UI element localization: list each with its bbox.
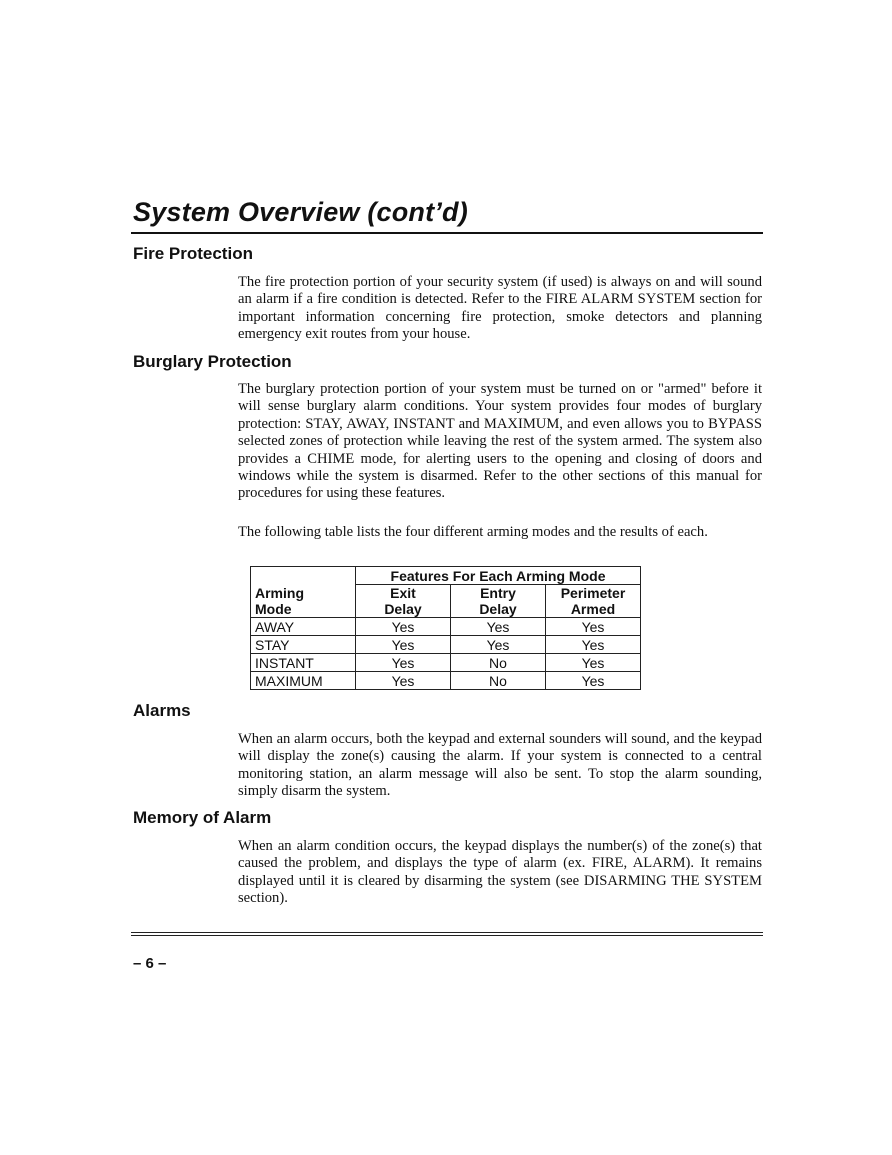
heading-fire-protection: Fire Protection — [133, 244, 253, 263]
row-mode-away: AWAY — [251, 618, 356, 636]
table-row — [251, 618, 641, 636]
perimeter-armed-header-line2: Armed — [570, 601, 616, 617]
page-number: – 6 – — [133, 955, 167, 972]
table-cell: Yes — [546, 654, 641, 672]
perimeter-armed-header-line1: Perimeter — [560, 585, 626, 601]
table-cell: No — [451, 672, 546, 690]
entry-delay-header-line1: Entry — [480, 585, 516, 601]
row-mode-instant: INSTANT — [251, 654, 356, 672]
exit-delay-header — [356, 585, 451, 618]
page-title: System Overview (cont’d) — [133, 197, 468, 227]
table-row — [251, 636, 641, 654]
arming-modes-table — [250, 566, 641, 690]
table-cell: Yes — [356, 618, 451, 636]
memory-of-alarm-paragraph: When an alarm condition occurs, the keypad displays the number(s) of the zone(s) that caused the problem, and displays the type of alarm (ex. FIRE, ALARM). It remains displayed until it is cleared by disarming the system (see DISARMING THE SYSTEM section). — [238, 838, 762, 907]
alarms-paragraph: When an alarm occurs, both the keypad and external sounders will sound, and the keypad will display the zone(s) causing the alarm. If your system is connected to a central monitoring station, an alarm message will also be sent. To stop the alarm sounding, simply disarm the system. — [238, 731, 762, 800]
table-cell: Yes — [451, 636, 546, 654]
table-cell: No — [451, 654, 546, 672]
mode-header-line1: Arming — [255, 584, 304, 601]
fire-protection-paragraph: The fire protection portion of your security system (if used) is always on and will sound an alarm if a fire condition is detected. Refer to the FIRE ALARM SYSTEM section for important information concerning fire protection, smoke detectors and planning emergency exit routes from your house. — [238, 274, 762, 343]
mode-header-spacer — [251, 567, 356, 585]
exit-delay-header-line1: Exit — [390, 585, 416, 601]
table-cell: Yes — [356, 654, 451, 672]
table-row — [251, 672, 641, 690]
table-cell: Yes — [546, 618, 641, 636]
table-row — [251, 654, 641, 672]
features-group-header: Features For Each Arming Mode — [356, 567, 641, 585]
table-cell: Yes — [356, 636, 451, 654]
exit-delay-header-line2: Delay — [384, 601, 422, 617]
footer-rule — [131, 932, 763, 936]
table-cell: Yes — [356, 672, 451, 690]
mode-column-header — [251, 585, 356, 618]
entry-delay-header — [451, 585, 546, 618]
table-header-row-1 — [251, 567, 641, 585]
perimeter-armed-header — [546, 585, 641, 618]
table-cell: Yes — [546, 636, 641, 654]
table-header-row-2 — [251, 585, 641, 618]
mode-header-line2: Mode — [255, 600, 292, 617]
title-rule — [131, 232, 763, 234]
heading-burglary-protection: Burglary Protection — [133, 352, 292, 371]
entry-delay-header-line2: Delay — [479, 601, 517, 617]
row-mode-stay: STAY — [251, 636, 356, 654]
heading-memory-of-alarm: Memory of Alarm — [133, 808, 272, 827]
heading-alarms: Alarms — [133, 701, 191, 720]
burglary-protection-paragraph: The burglary protection portion of your system must be turned on or "armed" before it will sense burglary alarm conditions. Your system provides four modes of burglary protection: STAY, AWAY, INSTANT and MAXIMUM, and even allows you to BYPASS selected zones of protection while leaving the rest of the system armed. The system also provides a CHIME mode, for alerting users to the opening and closing of doors and windows while the system is disarmed. Refer to the other sections of this manual for procedures for using these features. — [238, 381, 762, 502]
table-intro-paragraph: The following table lists the four different arming modes and the results of each. — [238, 524, 708, 540]
row-mode-maximum: MAXIMUM — [251, 672, 356, 690]
table-cell: Yes — [451, 618, 546, 636]
table-cell: Yes — [546, 672, 641, 690]
